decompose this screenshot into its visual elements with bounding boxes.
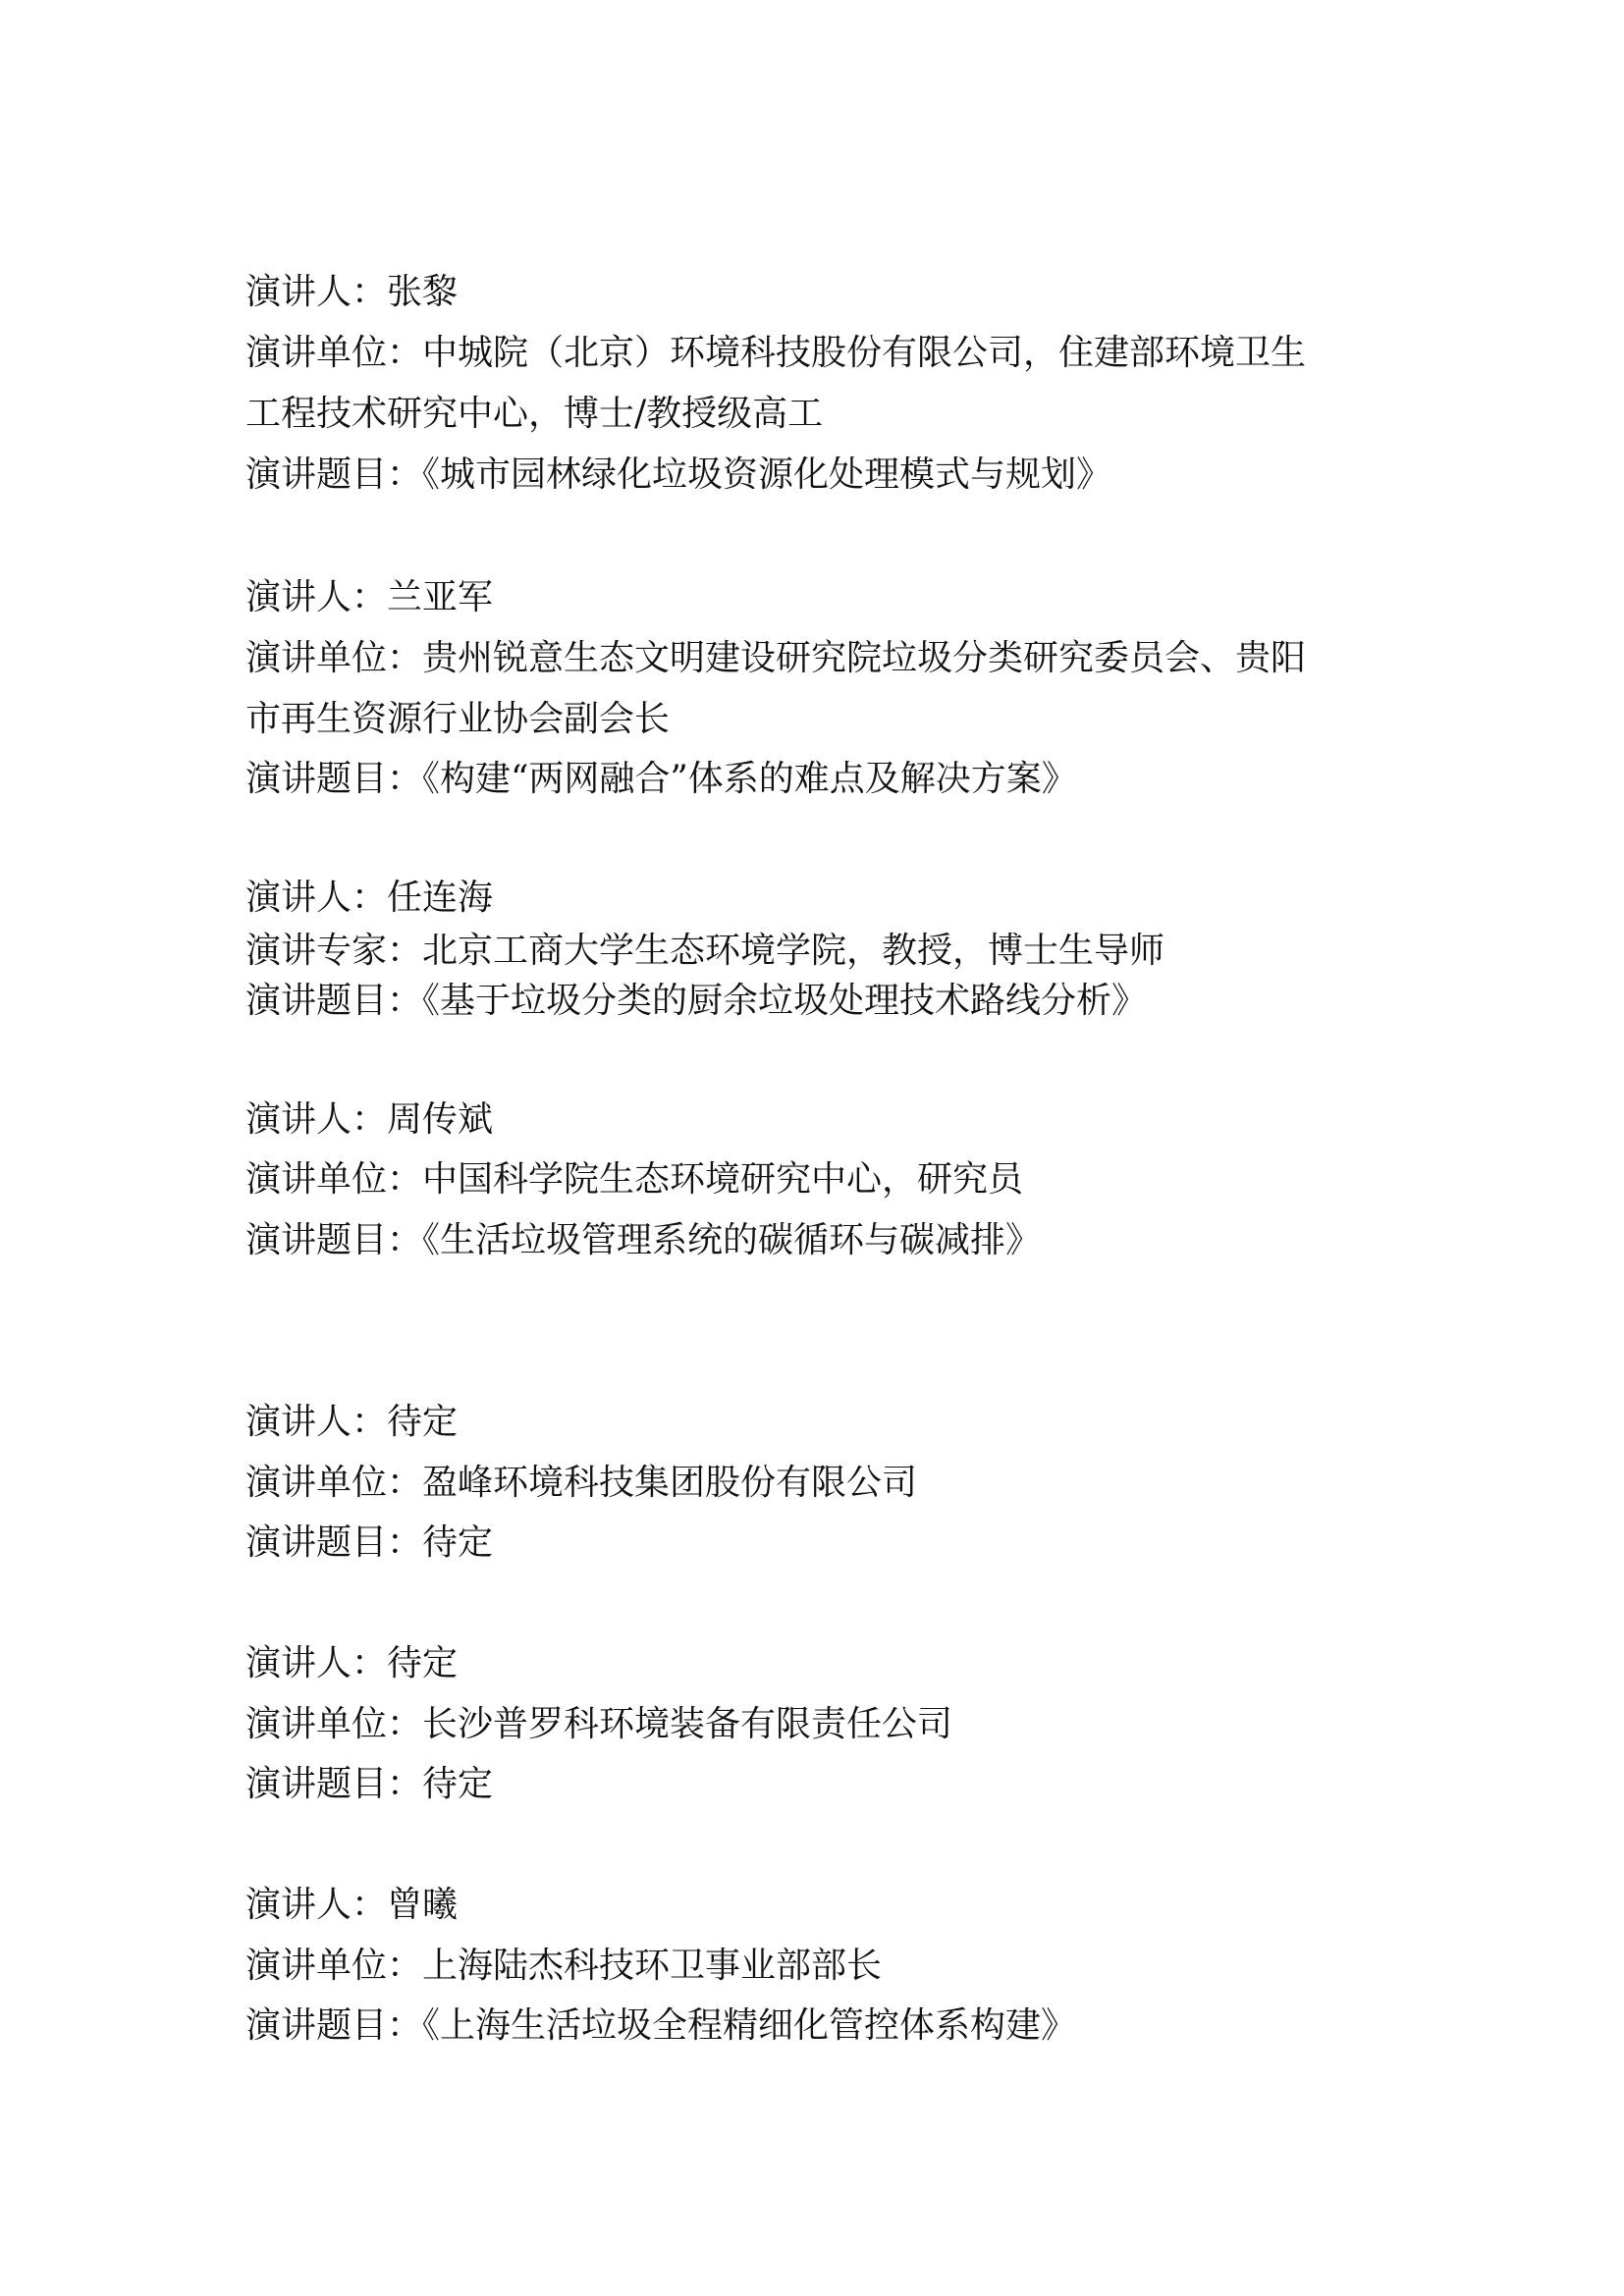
speaker-topic: 演讲题目：待定 (245, 1522, 494, 1563)
speaker-topic: 演讲题目：待定 (245, 1764, 494, 1804)
speaker-name: 演讲人：待定 (245, 1402, 459, 1442)
speaker-affiliation: 演讲专家：北京工商大学生态环境学院，教授，博士生导师 (245, 931, 1165, 971)
speaker-affiliation: 演讲单位：中城院（北京）环境科技股份有限公司，住建部环境卫生 (245, 333, 1307, 373)
speaker-name: 演讲人：兰亚军 (245, 577, 494, 617)
speaker-affiliation-continued: 工程技术研究中心，博士/教授级高工 (245, 394, 824, 434)
speaker-name: 演讲人：周传斌 (245, 1099, 494, 1140)
speaker-topic: 演讲题目：《上海生活垃圾全程精细化管控体系构建》 (245, 2005, 1077, 2046)
speaker-name: 演讲人：曾曦 (245, 1885, 459, 1925)
speaker-name: 演讲人：张黎 (245, 272, 459, 312)
speaker-topic: 演讲题目：《城市园林绿化垃圾资源化处理模式与规划》 (245, 454, 1112, 495)
speaker-topic: 演讲题目：《构建“两网融合”体系的难点及解决方案》 (245, 759, 1077, 799)
speaker-affiliation-continued: 市再生资源行业协会副会长 (245, 699, 671, 739)
speaker-name: 演讲人：任连海 (245, 878, 494, 918)
speaker-topic: 演讲题目：《基于垃圾分类的厨余垃圾处理技术路线分析》 (245, 981, 1148, 1021)
speaker-affiliation: 演讲单位：贵州锐意生态文明建设研究院垃圾分类研究委员会、贵阳 (245, 638, 1307, 678)
speaker-affiliation: 演讲单位：上海陆杰科技环卫事业部部长 (245, 1946, 883, 1986)
speaker-name: 演讲人：待定 (245, 1643, 459, 1683)
speaker-affiliation: 演讲单位：长沙普罗科环境装备有限责任公司 (245, 1704, 953, 1744)
speaker-affiliation: 演讲单位：中国科学院生态环境研究中心，研究员 (245, 1159, 1024, 1200)
speaker-topic: 演讲题目：《生活垃圾管理系统的碳循环与碳减排》 (245, 1220, 1042, 1260)
speaker-affiliation: 演讲单位：盈峰环境科技集团股份有限公司 (245, 1463, 918, 1503)
